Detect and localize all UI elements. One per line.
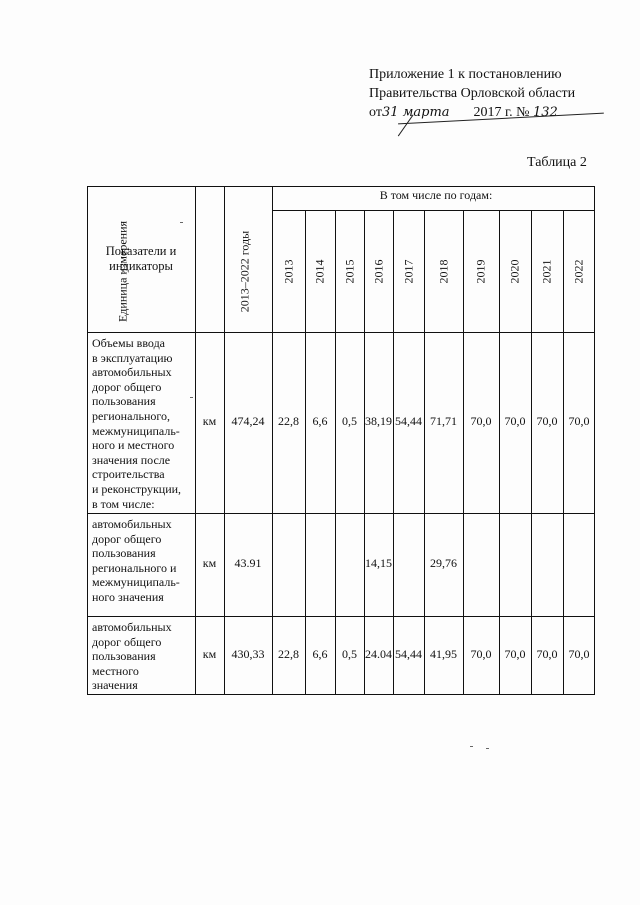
row-label-line: пользования [92, 546, 156, 561]
row-label-line: автомобильных [92, 517, 172, 531]
table-border-side [594, 186, 595, 694]
table-title: Таблица 2 [527, 155, 587, 170]
scan-speck [486, 748, 489, 749]
year-value-cell: 70,0 [536, 647, 558, 661]
row-label-line: дорог общего [92, 531, 162, 546]
row-label-line: значения после [92, 452, 171, 467]
year-value-cell: 0,5 [342, 647, 357, 661]
year-value-cell: 0,5 [342, 414, 357, 428]
year-value-cell: 22,8 [278, 647, 299, 661]
scan-speck [470, 746, 473, 747]
year-value-cell: 14,15 [365, 556, 392, 570]
year-value-cell: 54,44 [395, 414, 422, 428]
date-number-text: 2017 г. № [473, 105, 530, 120]
row-label-line: значения [92, 678, 138, 693]
row-label-line: автомобильных [92, 620, 172, 634]
year-value-cell: 41,95 [430, 647, 457, 661]
year-value-cell: 54,44 [395, 647, 422, 661]
column-divider [463, 210, 464, 694]
column-divider [272, 186, 273, 694]
header-year: 2021 [539, 259, 554, 284]
row-label [92, 336, 194, 511]
table-border-bottom [87, 694, 595, 695]
header-year: 2019 [473, 259, 488, 284]
handwritten-number: 132 [532, 105, 558, 120]
scan-speck [180, 222, 183, 223]
year-value-cell: 71,71 [430, 414, 457, 428]
year-value-cell: 6,6 [312, 414, 328, 428]
appendix-line: Приложение 1 к постановлению [369, 67, 562, 82]
row-label-line: пользования [92, 649, 156, 664]
handwritten-date: 31 марта [381, 105, 450, 120]
total-cell: 430,33 [231, 647, 265, 661]
column-divider [563, 210, 564, 694]
row-label-line: регионального, [92, 408, 171, 423]
row-label-line: межмуниципаль- [92, 423, 180, 438]
row-label-line: ного значения [92, 589, 164, 604]
row-label-line: в том числе: [92, 496, 155, 511]
row-label-line: дорог общего [92, 379, 162, 394]
year-value-cell: 70,0 [504, 647, 526, 661]
year-value-cell: 70,0 [536, 414, 558, 428]
row-label-line: ного и местного [92, 438, 175, 453]
column-divider [531, 210, 532, 694]
years-header-divider [272, 210, 595, 211]
row-divider [87, 513, 595, 514]
header-indicators: Показатели и индикаторы [105, 244, 177, 273]
header-year: 2018 [436, 259, 450, 284]
date-prefix: от [369, 105, 382, 120]
header-year: 2016 [371, 259, 385, 284]
row-label-line: межмуниципаль- [92, 575, 180, 590]
year-value-cell: 70,0 [470, 647, 492, 661]
total-cell: 43.91 [234, 556, 262, 570]
column-divider [335, 210, 336, 694]
header-year: 2015 [342, 259, 356, 284]
row-label-line: Объемы ввода [92, 336, 165, 350]
table-border-top [87, 186, 595, 187]
row-divider [87, 332, 595, 333]
unit-cell: км [202, 556, 217, 570]
row-label-line: в эксплуатацию [92, 350, 173, 365]
column-divider [364, 210, 365, 694]
year-value-cell: 70,0 [504, 414, 526, 428]
row-divider [87, 616, 595, 617]
header-year: 2022 [571, 259, 586, 284]
row-label-line: регионального и [92, 560, 177, 575]
year-value-cell: 70,0 [470, 414, 492, 428]
header-year: 2013 [281, 259, 295, 284]
row-label-line: местного [92, 663, 139, 678]
header-unit: Единица измерения [115, 220, 130, 323]
year-value-cell: 70,0 [568, 647, 590, 661]
header-year: 2020 [507, 259, 522, 284]
row-label [92, 517, 194, 605]
column-divider [424, 210, 425, 694]
unit-cell: км [202, 414, 217, 428]
row-label-line: автомобильных [92, 365, 172, 380]
total-cell: 474,24 [231, 414, 265, 428]
column-divider [305, 210, 306, 694]
table-border-side [87, 186, 88, 694]
scan-speck [190, 397, 193, 398]
column-divider [195, 186, 196, 694]
year-value-cell: 24.04 [365, 647, 392, 661]
unit-cell: км [202, 647, 217, 661]
header-total: 2013–2022 годы [237, 230, 252, 313]
year-value-cell: 70,0 [568, 414, 590, 428]
row-label-line: строительства [92, 467, 165, 482]
header-years-group: В том числе по годам: [379, 188, 493, 202]
header-year: 2014 [312, 259, 327, 284]
header-year: 2017 [401, 259, 415, 284]
column-divider [393, 210, 394, 694]
column-divider [224, 186, 225, 694]
row-label [92, 620, 194, 693]
row-label-line: дорог общего [92, 634, 162, 649]
row-label-line: пользования [92, 394, 156, 409]
row-label-line: и реконструкции, [92, 481, 182, 496]
year-value-cell: 38,19 [365, 414, 392, 428]
column-divider [499, 210, 500, 694]
year-value-cell: 6,6 [312, 647, 328, 661]
year-value-cell: 29,76 [430, 556, 457, 570]
year-value-cell: 22,8 [278, 414, 299, 428]
government-line: Правительства Орловской области [369, 86, 576, 101]
indicators-table [87, 186, 595, 694]
